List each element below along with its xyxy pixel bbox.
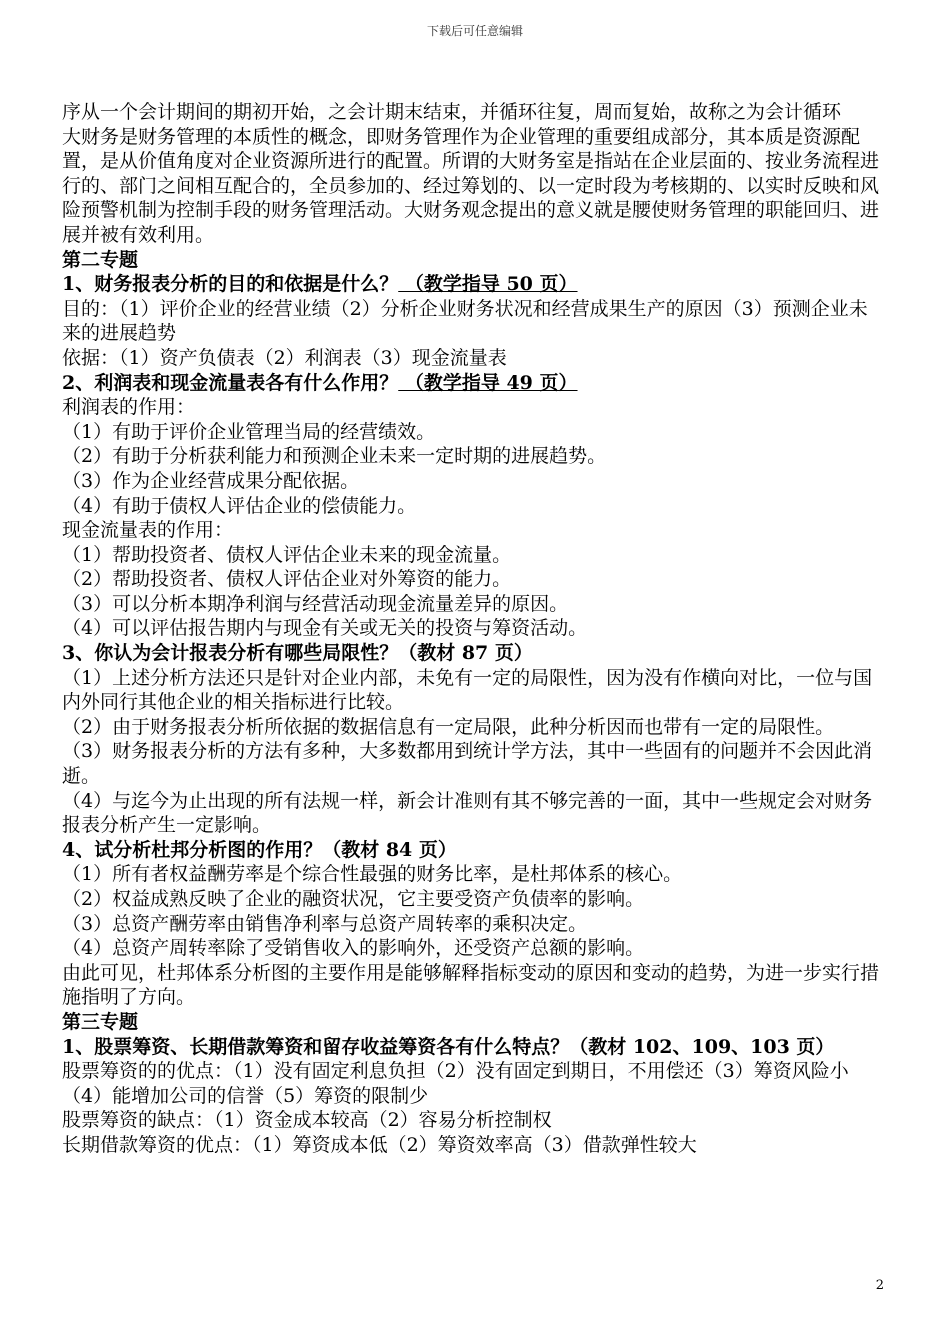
line-text: 1、财务报表分析的目的和依据是什么？ <box>62 273 399 296</box>
line-text: 大财务是财务管理的本质性的概念，即财务管理作为企业管理的重要组成部分，其本质是资源配置，是从价值角度对企业资源所进行的配置。所谓的大财务室是指站在企业层面的、按业务流程进行的、部门之间相互配合的，全员参加的、经过筹划的、以一定时段为考核期的、以实时反映和风险预警机制为控制手段的财务管理活动。大财务观念提出的意义就是腰使财务管理的职能回归、进展并被有效利用。 <box>62 125 880 246</box>
section-heading <box>62 248 880 273</box>
line-text: （1）所有者权益酬劳率是个综合性最强的财务比率，是杜邦体系的核心。 <box>62 863 683 886</box>
paragraph <box>62 469 880 494</box>
line-text: 利润表的作用： <box>62 396 196 419</box>
paragraph <box>62 395 880 420</box>
line-text: （1）帮助投资者、债权人评估企业未来的现金流量。 <box>62 543 512 566</box>
underlined-reference: （教学指导 49 页） <box>398 371 578 394</box>
page-header: 下载后可任意编辑 <box>426 24 523 38</box>
paragraph <box>62 543 880 568</box>
section-heading <box>62 1035 880 1060</box>
underlined-reference: （教学指导 50 页） <box>398 273 578 296</box>
line-text: （2）权益成熟反映了企业的融资状况，它主要受资产负债率的影响。 <box>62 888 645 910</box>
line-text: （2）帮助投资者、债权人评估企业对外筹资的能力。 <box>62 568 512 591</box>
line-text: （3）可以分析本期净利润与经营活动现金流量差异的原因。 <box>62 592 569 615</box>
line-text: （2）有助于分析获利能力和预测企业未来一定时期的进展趋势。 <box>62 445 607 468</box>
paragraph <box>62 715 880 740</box>
paragraph <box>62 346 880 371</box>
document-body <box>62 100 880 1158</box>
paragraph <box>62 592 880 617</box>
line-text: （2）由于财务报表分析所依据的数据信息有一定局限，此种分析因而也带有一定的局限性。 <box>62 715 835 738</box>
line-text: 现金流量表的作用： <box>62 519 234 542</box>
section-heading <box>62 371 880 396</box>
paragraph <box>62 125 880 248</box>
line-text: （3）总资产酬劳率由销售净利率与总资产周转率的乘积决定。 <box>62 912 588 935</box>
paragraph <box>62 1059 880 1108</box>
paragraph <box>62 887 880 912</box>
line-text: 依据：（1）资产负债表（2）利润表（3）现金流量表 <box>62 346 507 369</box>
paragraph <box>62 420 880 445</box>
line-text: （4）有助于债权人评估企业的偿债能力。 <box>62 494 417 517</box>
line-text: 目的：（1）评价企业的经营业绩（2）分析企业财务状况和经营成果生产的原因（3）预测企业未来的进展趋势 <box>62 297 868 345</box>
paragraph <box>62 789 880 838</box>
paragraph <box>62 936 880 961</box>
line-text: 第三专题 <box>62 1010 139 1033</box>
paragraph <box>62 494 880 519</box>
line-text: 长期借款筹资的优点：（1）筹资成本低（2）筹资效率高（3）借款弹性较大 <box>62 1133 697 1156</box>
line-text: （4）可以评估报告期内与现金有关或无关的投资与筹资活动。 <box>62 617 588 640</box>
paragraph <box>62 739 880 788</box>
page-number: 2 <box>875 1278 884 1293</box>
line-text: 3、你认为会计报表分析有哪些局限性？（教材 87 页） <box>62 642 533 665</box>
paragraph <box>62 912 880 937</box>
line-text: 4、试分析杜邦分析图的作用？（教材 84 页） <box>62 838 457 861</box>
paragraph <box>62 297 880 346</box>
paragraph <box>62 862 880 887</box>
paragraph <box>62 1108 880 1133</box>
paragraph <box>62 444 880 469</box>
line-text: 第二专题 <box>62 248 139 271</box>
line-text: 股票筹资的缺点：（1）资金成本较高（2）容易分析控制权 <box>62 1109 552 1132</box>
paragraph <box>62 100 880 125</box>
section-heading <box>62 641 880 666</box>
section-heading <box>62 1010 880 1035</box>
paragraph <box>62 961 880 1010</box>
paragraph <box>62 616 880 641</box>
line-text: 由此可见，杜邦体系分析图的主要作用是能够解释指标变动的原因和变动的趋势，为进一步实行措施指明了方向。 <box>62 961 880 1009</box>
line-text: （3）财务报表分析的方法有多种，大多数都用到统计学方法，其中一些固有的问题并不会因此消逝。 <box>62 740 873 788</box>
line-text: 1、股票筹资、长期借款筹资和留存收益筹资各有什么特点？（教材 102、109、103 页） <box>62 1035 835 1058</box>
line-text: 序从一个会计期间的期初开始，之会计期末结束，并循环往复，周而复始，故称之为会计循环 <box>62 101 842 123</box>
line-text: （1）上述分析方法还只是针对企业内部，未免有一定的局限性，因为没有作横向对比，一位与国内外同行其他企业的相关指标进行比较。 <box>62 666 873 714</box>
line-text: （4）与迄今为止出现的所有法规一样，新会计准则有其不够完善的一面，其中一些规定会对财务报表分析产生一定影响。 <box>62 789 873 837</box>
paragraph <box>62 666 880 715</box>
section-heading <box>62 838 880 863</box>
line-text: （3）作为企业经营成果分配依据。 <box>62 469 360 492</box>
line-text: （4）总资产周转率除了受销售收入的影响外，还受资产总额的影响。 <box>62 937 645 960</box>
line-text: （1）有助于评价企业管理当局的经营绩效。 <box>62 420 436 443</box>
paragraph <box>62 1133 880 1158</box>
paragraph <box>62 567 880 592</box>
line-text: 股票筹资的的优点：（1）没有固定利息负担（2）没有固定到期日，不用偿还（3）筹资风险小（4）能增加公司的信誉（5）筹资的限制少 <box>62 1060 849 1107</box>
paragraph <box>62 518 880 543</box>
line-text: 2、利润表和现金流量表各有什么作用？ <box>62 371 399 394</box>
section-heading <box>62 272 880 297</box>
